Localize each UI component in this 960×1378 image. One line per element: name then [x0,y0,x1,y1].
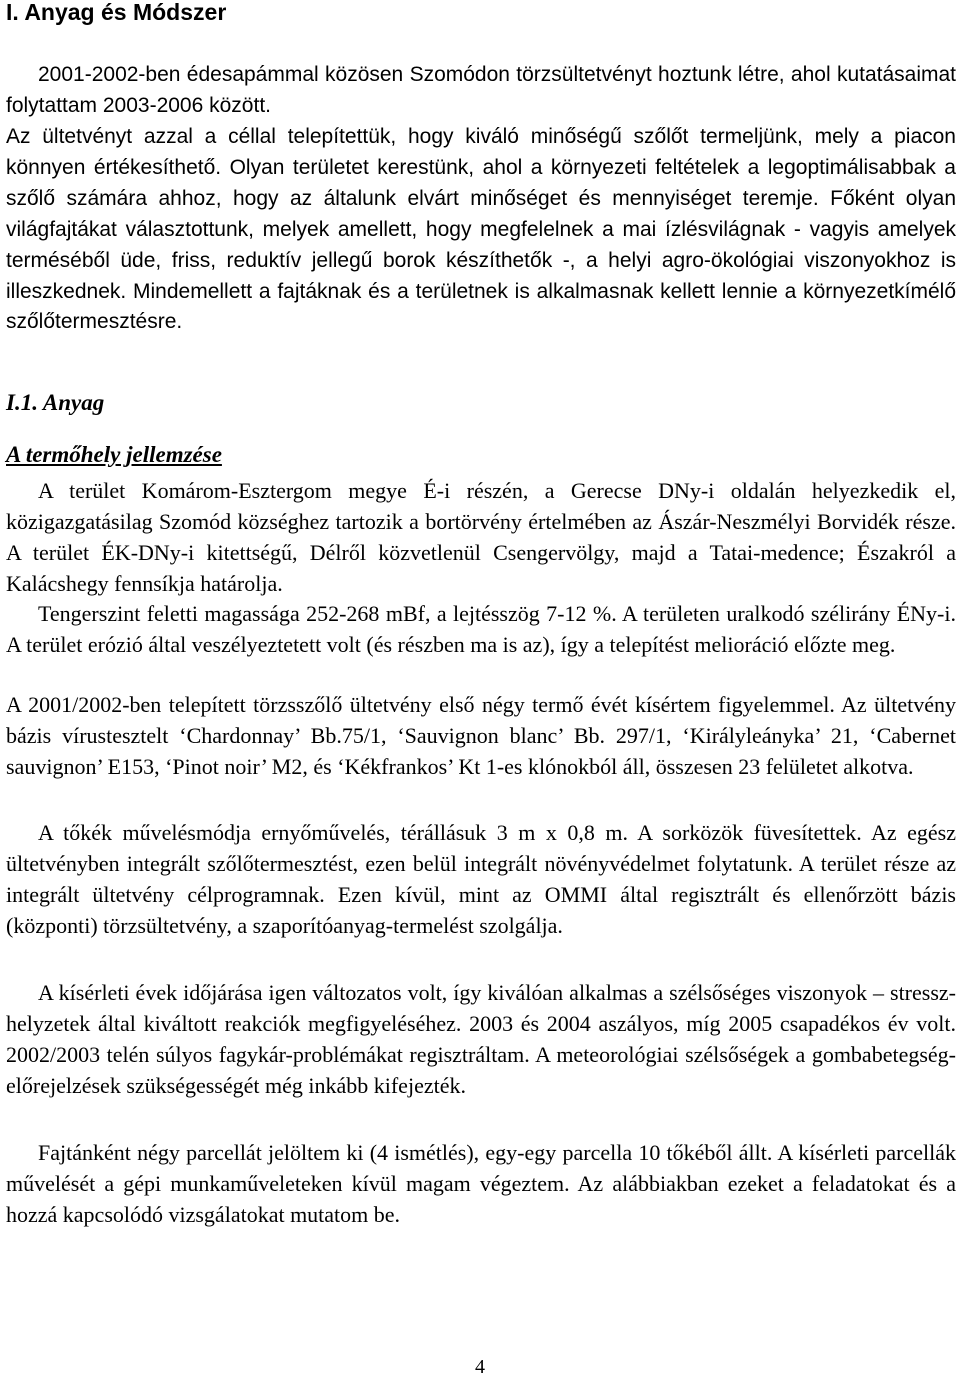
paragraph-altitude: Tengerszint feletti magassága 252-268 mBf, a lejtésszög 7-12 %. A területen uralkodó szélirány ÉNy-i. A terület erózió által veszélyeztetett volt (és részben ma is az), így a telepítést melioráció előzte meg. [6,601,956,657]
section-heading: I.1. Anyag [6,390,105,415]
intro-paragraph-1: 2001-2002-ben édesapámmal közösen Szomódon törzsültetvényt hoztunk létre, ahol kutatásaimat folytattam 2003-2006 között. [6,63,956,117]
paragraph-plots: Fajtánként négy parcellát jelöltem ki (4 ismétlés), egy-egy parcella 10 tőkéből állt. A kísérleti parcellák művelését a gépi munkaműveleteken kívül magam végeztem. Az alábbiakban ezeket a feladatokat és a hozzá kapcsolódó vizsgálatokat mutatom be. [6,1140,956,1227]
paragraph-weather: A kísérleti évek időjárása igen változatos volt, így kiválóan alkalmas a szélsőséges viszonyok – stressz-helyzetek által kiváltott reakciók megfigyeléséhez. 2003 és 2004 aszályos, míg 2005 csapadékos év volt. 2002/2003 telén súlyos fagykár-problémákat regisztráltam. A meteorológiai szélsőségek a gombabetegség-előrejelzések szükségességét még inkább kifejezték. [6,980,956,1098]
paragraph-clones: A 2001/2002-ben telepített törzsszőlő ültetvény első négy termő évét kísértem figyelemmel. Az ültetvény bázis vírustesztelt ‘Chardonnay’ Bb.75/1, ‘Sauvignon blanc’ Bb. 297/1, ‘Királyleányka’ 21, ‘Cabernet sauvignon’ E153, ‘Pinot noir’ M2, és ‘Kékfrankos’ Kt 1-es klónokból áll, összesen 23 felületet alkotva. [6,692,956,779]
page-number: 4 [475,1356,485,1378]
paragraph-cultivation: A tőkék művelésmódja ernyőművelés, térállásuk 3 m x 0,8 m. A sorközök füvesítettek. Az egész ültetvényben integrált szőlőtermesztést, ezen belül integrált növényvédelmet folytatunk. A terület része az integrált ültetvény célprogramnak. Ezen kívül, mint az OMMI által regisztrált és ellenőrzött bázis (központi) törzsültetvény, a szaporítóanyag-termelést szolgálja. [6,820,956,938]
paragraph-site-location: A terület Komárom-Esztergom megye É-i részén, a Gerecse DNy-i oldalán helyezkedik el, közigazgatásilag Szomód községhez tartozik a bortörvény értelmében az Ászár-Neszmélyi Borvidék része. A terület ÉK-DNy-i kitettségű, Délről közvetlenül Csengervölgy, majd a Tatai-medence; Északról a Kalácshegy fennsíkja határolja. [6,478,956,596]
chapter-heading: I. Anyag és Módszer [6,0,227,25]
subsection-heading: A termőhely jellemzése [6,442,222,467]
intro-paragraph-2: Az ültetvényt azzal a céllal telepítettük, hogy kiváló minőségű szőlőt termeljünk, mely a piacon könnyen értékesíthető. Olyan területet kerestünk, ahol a környezeti feltételek a legoptimálisabbak a szőlő számára ahhoz, hogy az általunk elvárt minőséget és mennyiséget teremje. Főként olyan világfajtákat választottunk, melyek amellett, hogy megfelelnek a mai ízlésvilágnak - vagyis amelyek terméséből üde, friss, reduktív jellegű borok készíthetők -, a helyi agro-ökológiai viszonyokhoz is illeszkednek. Mindemellett a fajtáknak és a területnek is alkalmasnak kellett lennie a környezetkímélő szőlőtermesztésre. [6,125,956,334]
